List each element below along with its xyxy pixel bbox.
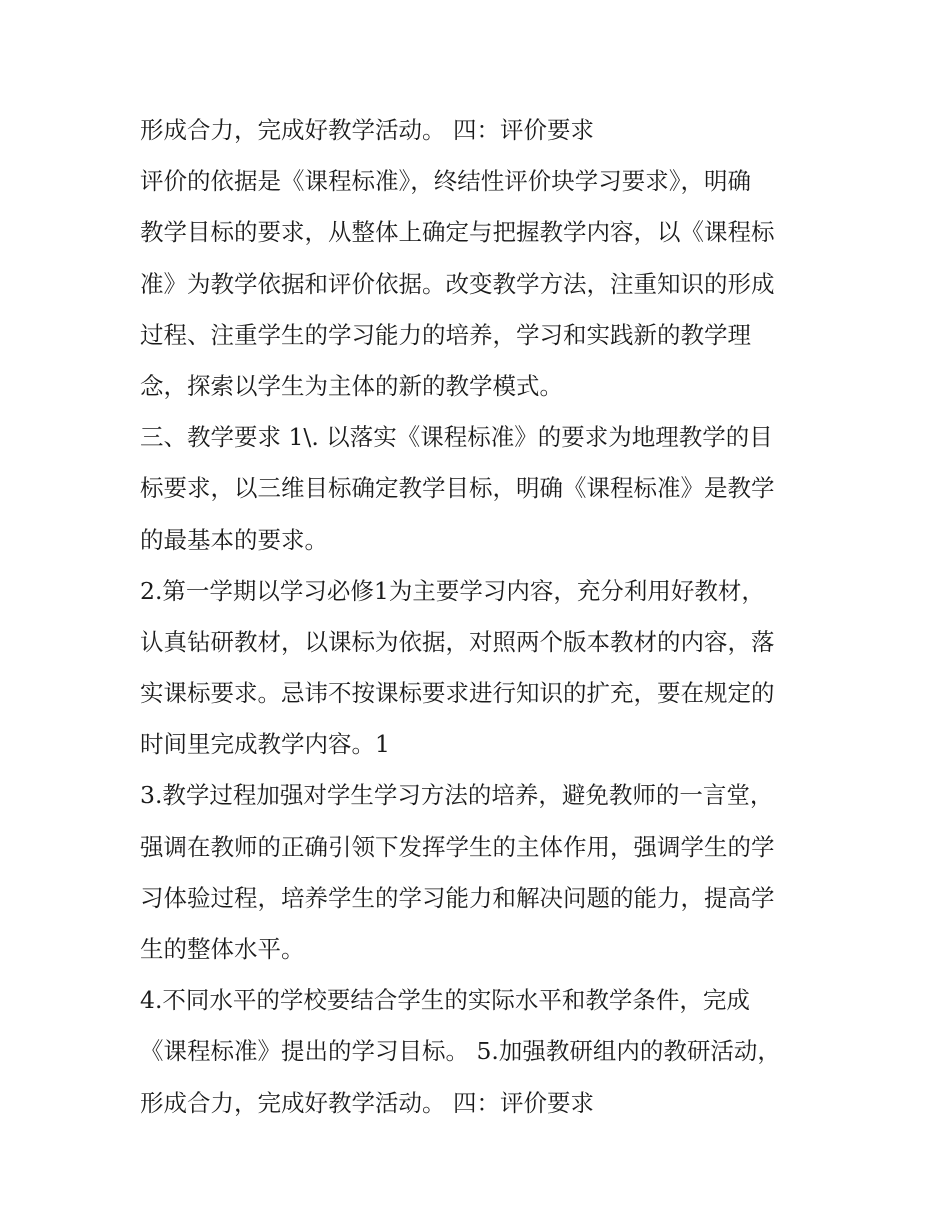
text-line: 过程、注重学生的学习能力的培养，学习和实践新的教学理 xyxy=(140,320,751,349)
text-line: 4.不同水平的学校要结合学生的实际水平和教学条件，完成 xyxy=(140,986,750,1015)
text-line: 2.第一学期以学习必修1为主要学习内容，充分利用好教材， xyxy=(140,576,765,605)
text-line: 《课程标准》提出的学习目标。 5.加强教研组内的教研活动， xyxy=(140,1037,781,1066)
text-line: 标要求，以三维目标确定教学目标，明确《课程标准》是教学 xyxy=(140,474,775,503)
text-line: 实课标要求。忌讳不按课标要求进行知识的扩充，要在规定的 xyxy=(140,679,775,708)
text-line: 评价的依据是《课程标准》，终结性评价块学习要求》，明确 xyxy=(140,167,751,196)
text-line: 生的整体水平。 xyxy=(140,935,305,963)
text-line: 形成合力，完成好教学活动。 四：评价要求 xyxy=(140,1088,594,1117)
text-line: 念，探索以学生为主体的新的教学模式。 xyxy=(140,371,563,400)
text-line: 教学目标的要求，从整体上确定与把握教学内容，以《课程标 xyxy=(140,218,775,247)
text-line: 准》为教学依据和评价依据。改变教学方法，注重知识的形成 xyxy=(140,269,775,298)
text-line: 认真钻研教材，以课标为依据，对照两个版本教材的内容，落 xyxy=(140,627,775,656)
document-body xyxy=(140,108,820,1132)
text-line: 三、教学要求 1\. 以落实《课程标准》的要求为地理教学的目 xyxy=(140,423,773,452)
text-line: 形成合力，完成好教学活动。 四：评价要求 xyxy=(140,116,594,144)
text-line: 习体验过程，培养学生的学习能力和解决问题的能力，提高学 xyxy=(140,883,775,912)
text-line: 强调在教师的正确引领下发挥学生的主体作用，强调学生的学 xyxy=(140,832,775,861)
text-line: 3.教学过程加强对学生学习方法的培养，避免教师的一言堂， xyxy=(140,781,774,810)
text-line: 的最基本的要求。 xyxy=(140,525,328,554)
text-line: 时间里完成教学内容。1 xyxy=(140,730,390,759)
